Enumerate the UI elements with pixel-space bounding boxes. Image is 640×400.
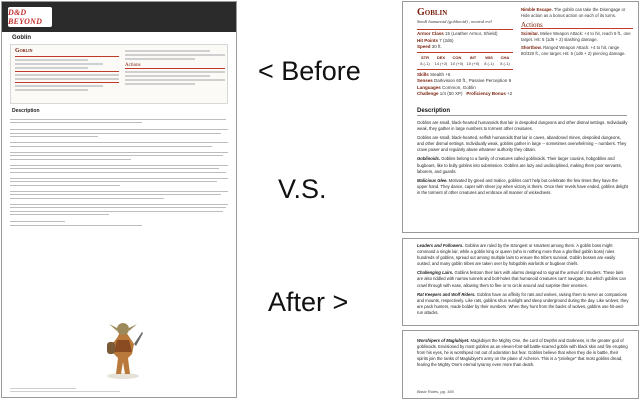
text-line bbox=[10, 122, 142, 123]
malicious-glee-title: Malicious Glee. bbox=[417, 177, 448, 183]
leaders-paragraph bbox=[417, 243, 629, 267]
speed-row bbox=[417, 44, 513, 51]
text-line bbox=[10, 198, 164, 199]
text-line bbox=[125, 71, 225, 73]
ability-str: STR bbox=[421, 54, 429, 60]
worshipers-text: Maglubiyet the Mighty One, the Lord of Depths and Darkness, is the greater god of goblinoids. Envisioned by most goblins as an eleven-foot-tall battle-scarred goblin with black skin and fire erupting from his eyes, he is worshiped not out of adoration but fear. Goblins believe that when they die in battle, their spirits join the ranks of Maglubiyet's army on the plane of Acheron. This is a "privilege" that most goblins dread, fearing the Mighty One's eternal tyranny even more than death. bbox=[417, 338, 628, 368]
text-line bbox=[10, 214, 109, 215]
text-line bbox=[10, 136, 98, 137]
languages-value: Common, Goblin bbox=[442, 84, 476, 90]
after-page-top bbox=[402, 1, 639, 233]
text-line bbox=[10, 225, 142, 226]
rat-keepers-text: Goblins have an affinity for rats and wolves, raising them to serve as companions and mounts, respectively. Like rats, goblins shun sunlight and sleep underground during the day. Like wolves, they are pack hunters, made bolder by their numbers. When they hunt from the backs of wolves, goblins use hit-and-run attacks. bbox=[417, 291, 629, 315]
lairs-title: Challenging Lairs. bbox=[417, 270, 454, 276]
shortbow-action bbox=[521, 45, 633, 57]
senses-value: Darkvision 60 ft., Passive Perception 9 bbox=[434, 78, 512, 83]
ability-cha: CHA bbox=[500, 54, 510, 60]
ability-dex: DEX bbox=[436, 54, 446, 60]
ability-con-value: 10 (+0) bbox=[450, 61, 464, 66]
before-stat-block bbox=[10, 44, 228, 104]
lairs-text: Goblins festoon their lairs with alarms designed to signal the arrival of intruders. These lairs are also riddled with narrow tunnels and bolt-holes that humanoid creatures can't navigate, but which goblins can crawl through with ease, allowing them to flee or to circle around and surprise their enemies. bbox=[417, 270, 626, 288]
text-line bbox=[15, 59, 88, 61]
after-page-middle bbox=[402, 238, 639, 326]
malicious-glee-paragraph bbox=[417, 178, 629, 196]
dnd-beyond-logo bbox=[8, 7, 52, 27]
text-line bbox=[125, 54, 225, 56]
scimitar-text: Melee Weapon Attack: +4 to hit, reach 5 ft., one target. Hit: 5 (1d6 + 2) slashing damage. bbox=[521, 31, 631, 42]
text-line bbox=[10, 391, 120, 392]
rat-keepers-paragraph bbox=[417, 292, 629, 316]
after-page-bottom bbox=[402, 330, 639, 399]
goblinoids-paragraph bbox=[417, 156, 629, 174]
description-heading: Description bbox=[417, 108, 627, 116]
description-intro: Goblins are small, black-hearted humanoids that lair in despoiled dungeons and other dismal settings. Individually weak, they gather in large numbers to torment other creatures. bbox=[417, 120, 628, 132]
proficiency-label: Proficiency Bonus bbox=[466, 91, 506, 96]
challenge-value: 1/4 (50 XP) bbox=[439, 91, 463, 96]
text-line bbox=[10, 119, 226, 120]
text-line bbox=[125, 50, 210, 52]
text-line bbox=[10, 211, 223, 212]
description-body bbox=[417, 120, 629, 199]
source-citation: Basic Rules, pg. 166 bbox=[417, 389, 454, 394]
text-line bbox=[10, 388, 76, 389]
ability-int-value: 10 (+0) bbox=[466, 61, 480, 66]
nimble-escape-text: The goblin can take the Disengage or Hide action as a bonus action on each of its turns. bbox=[521, 7, 626, 18]
ability-scores bbox=[417, 55, 513, 68]
senses-label: Senses bbox=[417, 78, 433, 83]
text-line bbox=[15, 78, 119, 80]
text-line bbox=[10, 172, 226, 173]
ability-con: CON bbox=[452, 54, 462, 60]
text-line bbox=[10, 185, 120, 186]
shortbow-title: Shortbow. bbox=[521, 45, 542, 50]
before-stat-name: Goblin bbox=[15, 48, 33, 54]
text-line bbox=[15, 85, 103, 87]
before-footer bbox=[10, 386, 120, 394]
skills-value: Stealth +6 bbox=[430, 71, 451, 77]
nimble-escape-title: Nimble Escape. bbox=[521, 7, 553, 12]
monster-name: Goblin bbox=[417, 7, 448, 18]
ability-dex-value: 14 (+2) bbox=[434, 61, 448, 66]
divider bbox=[15, 82, 119, 83]
before-description-text bbox=[10, 116, 230, 228]
leaders-title: Leaders and Followers. bbox=[417, 243, 464, 248]
armor-class-label: Armor Class bbox=[417, 31, 444, 36]
text-line bbox=[15, 63, 103, 65]
stat-block-left bbox=[417, 27, 513, 98]
text-line bbox=[10, 207, 226, 208]
monster-subtitle: Small humanoid (goblinoid) , neutral evil bbox=[417, 19, 492, 24]
armor-class-value: 15 (Leather Armor, Shield) bbox=[445, 31, 498, 36]
ability-wis: WIS bbox=[485, 54, 493, 60]
hit-points-value: 7 (2d6) bbox=[439, 37, 454, 43]
proficiency-value: +2 bbox=[507, 91, 513, 96]
goblinoids-title: Goblinoids. bbox=[417, 156, 441, 162]
speed-value: 30 ft. bbox=[431, 44, 442, 49]
text-line bbox=[10, 152, 228, 153]
stat-block-right bbox=[521, 7, 633, 57]
worshipers-title: Worshipers of Maglubiyet. bbox=[417, 338, 470, 343]
divider bbox=[417, 29, 513, 30]
worshipers-paragraph bbox=[417, 338, 629, 368]
text-line bbox=[10, 221, 65, 222]
divider bbox=[15, 56, 119, 57]
ability-str-value: 8 (-1) bbox=[420, 61, 430, 66]
before-description-heading: Description bbox=[12, 108, 40, 114]
speed-label: Speed bbox=[417, 44, 431, 49]
text-line bbox=[125, 58, 195, 60]
text-line bbox=[10, 129, 228, 130]
malicious-glee-text: Motivated by greed and malice, goblins can't help but celebrate the few times they have the upper hand. They dance, caper with sheer joy when victory is theirs. Once their revels have ended, goblins delight in the torment of other creatures and embrace all manner of wickedness. bbox=[417, 177, 629, 195]
before-page-screenshot bbox=[1, 1, 237, 398]
lairs-paragraph bbox=[417, 270, 629, 288]
text-line bbox=[10, 133, 221, 134]
text-line bbox=[10, 165, 228, 166]
site-header-bar bbox=[2, 2, 236, 32]
skills-label: Skills bbox=[417, 71, 429, 77]
scimitar-title: Scimitar. bbox=[521, 31, 539, 36]
vs-label: V.S. bbox=[278, 174, 327, 204]
actions-heading: Actions bbox=[521, 22, 633, 29]
divider bbox=[417, 69, 513, 70]
before-stat-left bbox=[15, 48, 119, 93]
text-line bbox=[10, 191, 228, 192]
text-line bbox=[10, 146, 212, 147]
challenge-label: Challenge bbox=[417, 91, 439, 96]
text-line bbox=[125, 79, 225, 81]
ability-int: INT bbox=[469, 54, 477, 60]
hit-points-label: Hit Points bbox=[417, 37, 438, 43]
divider bbox=[15, 71, 119, 72]
shortbow-text: Ranged Weapon Attack: +4 to hit, range 80/320 ft., one target. Hit: 5 (1d6 + 2) piercing damage. bbox=[521, 45, 626, 56]
before-actions-heading: Actions bbox=[125, 63, 225, 69]
ability-wis-value: 8 (-1) bbox=[484, 61, 494, 66]
nimble-escape-trait bbox=[521, 7, 633, 19]
text-line bbox=[10, 159, 131, 160]
before-page-title: Goblin bbox=[12, 35, 31, 41]
text-line bbox=[10, 142, 228, 143]
text-line bbox=[10, 194, 221, 195]
after-label: After > bbox=[268, 287, 349, 317]
ability-cha-value: 8 (-1) bbox=[500, 61, 510, 66]
text-line bbox=[10, 204, 228, 205]
text-line bbox=[10, 155, 223, 156]
rat-keepers-title: Rat Keepers and Wolf Riders. bbox=[417, 291, 476, 297]
text-line bbox=[15, 89, 88, 91]
text-line bbox=[10, 178, 228, 179]
divider bbox=[417, 52, 513, 53]
text-line bbox=[10, 181, 217, 182]
goblin-illustration bbox=[98, 314, 148, 380]
before-label: < Before bbox=[258, 56, 361, 86]
leaders-text: Goblins are ruled by the strongest or smartest among them. A goblin boss might command a single lair, while a goblin king or queen (who is nothing more than a glorified goblin boss) rules hundreds of goblins, spread out among multiple lairs to ensure the tribe's survival. Goblin bosses are easily ousted, and many goblin tribes are taken over by hobgoblin warlords or bugbear chiefs. bbox=[417, 243, 616, 267]
languages-label: Languages bbox=[417, 84, 441, 90]
text-line bbox=[15, 74, 119, 76]
before-stat-right bbox=[125, 48, 225, 87]
scimitar-action bbox=[521, 31, 633, 43]
goblinoids-text: Goblins belong to a family of creatures called goblinoids. Their larger cousins, hobgoblins and bugbears, like to bully goblins into submission. Goblins are lazy and undisciplined, making them poor servants, laborers, and guards. bbox=[417, 156, 622, 174]
text-line bbox=[125, 83, 195, 85]
description-continued bbox=[417, 243, 629, 316]
text-line bbox=[15, 67, 88, 69]
text-line bbox=[125, 75, 210, 77]
description-final bbox=[417, 338, 629, 368]
logo-text: D&D BEYOND bbox=[8, 8, 43, 26]
text-line bbox=[10, 168, 219, 169]
challenge-row bbox=[417, 91, 513, 98]
description-paragraph: Goblins are small, black-hearted, selfish humanoids that lair in caves, abandoned mines, despoiled dungeons, and other dismal settings. Individually weak, goblins gather in large -- sometimes overwhelming -- numbers. They crave power and regularly abuse whatever authority they obtain. bbox=[417, 135, 627, 153]
